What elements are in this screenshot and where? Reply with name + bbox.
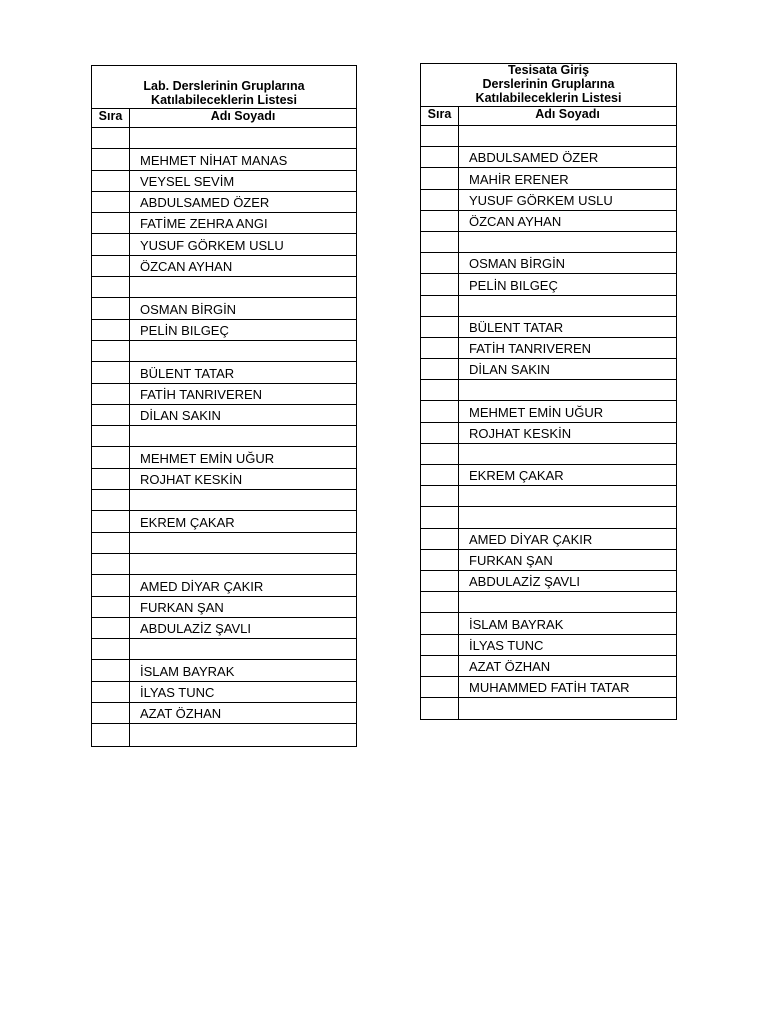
- student-name-cell: MEHMET EMİN UĞUR: [140, 450, 275, 466]
- student-name-cell: [459, 296, 676, 316]
- student-name-cell: MEHMET EMİN UĞUR: [469, 404, 604, 420]
- row-number-cell: [92, 639, 130, 659]
- row-number-cell: [92, 447, 130, 467]
- row-number-cell: [92, 703, 130, 723]
- row-number-cell: [92, 554, 130, 574]
- student-name-cell: PELİN BILGEÇ: [140, 322, 229, 338]
- table-body: [421, 126, 676, 719]
- student-name-cell: [459, 486, 676, 506]
- column-header-name: Adı Soyadı: [535, 107, 600, 121]
- table-row: [92, 298, 356, 319]
- student-name-cell: [459, 698, 676, 719]
- table-row: [421, 486, 676, 507]
- table-row: [92, 426, 356, 447]
- student-name-cell: DİLAN SAKIN: [140, 408, 221, 424]
- table-row: [92, 362, 356, 383]
- student-name-cell: BÜLENT TATAR: [140, 365, 235, 381]
- row-number-cell: [92, 575, 130, 595]
- table-row: [421, 529, 676, 550]
- student-name-cell: VEYSEL SEVİM: [140, 173, 235, 189]
- row-number-cell: [92, 192, 130, 212]
- row-number-cell: [92, 469, 130, 489]
- student-name-cell: OSMAN BİRGİN: [469, 256, 566, 272]
- student-name-cell: PELİN BILGEÇ: [469, 277, 558, 293]
- table-row: [421, 211, 676, 232]
- table-row: [421, 444, 676, 465]
- student-name-cell: [459, 444, 676, 464]
- student-name-cell: MEHMET NİHAT MANAS: [140, 152, 288, 168]
- table-row: [421, 380, 676, 401]
- table-row: [421, 274, 676, 295]
- table-row: [92, 511, 356, 532]
- table-row: [421, 232, 676, 253]
- student-name-cell: [459, 507, 676, 527]
- table-row: [92, 469, 356, 490]
- table-row: [421, 190, 676, 211]
- row-number-cell: [92, 384, 130, 404]
- table-row: [92, 213, 356, 234]
- table-row: [421, 338, 676, 359]
- row-number-cell: [92, 660, 130, 680]
- table-header: [92, 109, 356, 128]
- row-number-cell: [421, 126, 459, 146]
- table-row: [421, 507, 676, 528]
- row-number-cell: [92, 171, 130, 191]
- column-header-no: Sıra: [92, 109, 130, 127]
- row-number-cell: [421, 571, 459, 591]
- table-row: [92, 554, 356, 575]
- student-name-cell: BÜLENT TATAR: [469, 319, 564, 335]
- row-number-cell: [92, 320, 130, 340]
- table-row: [92, 703, 356, 724]
- student-name-cell: ÖZCAN AYHAN: [140, 259, 233, 275]
- student-name-cell: İSLAM BAYRAK: [140, 663, 235, 679]
- title-line: Lab. Derslerinin Gruplarına: [143, 79, 305, 93]
- table-row: [421, 317, 676, 338]
- row-number-cell: [92, 213, 130, 233]
- student-name-cell: İSLAM BAYRAK: [469, 616, 564, 632]
- student-name-cell: AZAT ÖZHAN: [140, 706, 222, 722]
- row-number-cell: [421, 168, 459, 188]
- row-number-cell: [421, 296, 459, 316]
- row-number-cell: [421, 232, 459, 252]
- table-row: [92, 171, 356, 192]
- title-line: Tesisata Giriş: [507, 63, 590, 77]
- student-name-cell: FATİH TANRIVEREN: [469, 341, 592, 357]
- student-name-cell: [130, 277, 356, 297]
- row-number-cell: [92, 149, 130, 169]
- student-name-cell: MUHAMMED FATİH TATAR: [469, 680, 630, 696]
- table-title: [92, 66, 356, 109]
- table-row: [92, 128, 356, 149]
- title-line: Katılabileceklerin Listesi: [151, 93, 297, 107]
- student-name-cell: [130, 128, 356, 148]
- student-name-cell: ABDULSAMED ÖZER: [140, 195, 270, 211]
- table-row: [421, 126, 676, 147]
- table-row: [92, 234, 356, 255]
- row-number-cell: [421, 529, 459, 549]
- table-row: [421, 613, 676, 634]
- table-row: [421, 253, 676, 274]
- row-number-cell: [421, 380, 459, 400]
- row-number-cell: [421, 338, 459, 358]
- table-row: [92, 724, 356, 745]
- row-number-cell: [421, 677, 459, 697]
- student-name-cell: AMED DİYAR ÇAKIR: [140, 578, 264, 594]
- student-name-cell: [459, 232, 676, 252]
- student-name-cell: [459, 380, 676, 400]
- table-row: [421, 359, 676, 380]
- table-row: [92, 447, 356, 468]
- student-name-cell: EKREM ÇAKAR: [469, 468, 564, 484]
- student-name-cell: ÖZCAN AYHAN: [469, 213, 562, 229]
- row-number-cell: [421, 317, 459, 337]
- table-row: [92, 341, 356, 362]
- table-row: [92, 192, 356, 213]
- row-number-cell: [421, 635, 459, 655]
- student-name-cell: FATİME ZEHRA ANGI: [140, 216, 268, 232]
- table-row: [92, 639, 356, 660]
- row-number-cell: [421, 698, 459, 719]
- table-row: [92, 256, 356, 277]
- student-name-cell: AZAT ÖZHAN: [469, 658, 551, 674]
- table-row: [421, 401, 676, 422]
- title-line: Derslerinin Gruplarına: [482, 77, 615, 91]
- table-row: [421, 168, 676, 189]
- student-name-cell: EKREM ÇAKAR: [140, 514, 235, 530]
- student-name-cell: YUSUF GÖRKEM USLU: [469, 192, 613, 208]
- table-row: [421, 677, 676, 698]
- row-number-cell: [92, 597, 130, 617]
- student-name-cell: [130, 639, 356, 659]
- installation-groups-table: [420, 63, 677, 720]
- student-name-cell: OSMAN BİRGİN: [140, 301, 237, 317]
- table-row: [92, 533, 356, 554]
- table-body: [92, 128, 356, 746]
- student-name-cell: MAHİR ERENER: [469, 171, 569, 187]
- table-row: [92, 277, 356, 298]
- row-number-cell: [421, 359, 459, 379]
- student-name-cell: İLYAS TUNC: [469, 637, 544, 653]
- table-header: [421, 107, 676, 126]
- row-number-cell: [421, 656, 459, 676]
- column-header-no: Sıra: [421, 107, 459, 125]
- row-number-cell: [421, 253, 459, 273]
- student-name-cell: DİLAN SAKIN: [469, 362, 550, 378]
- row-number-cell: [421, 507, 459, 527]
- row-number-cell: [421, 550, 459, 570]
- row-number-cell: [92, 533, 130, 553]
- table-row: [92, 597, 356, 618]
- row-number-cell: [421, 592, 459, 612]
- student-name-cell: ABDULSAMED ÖZER: [469, 150, 599, 166]
- table-row: [421, 147, 676, 168]
- student-name-cell: ROJHAT KESKİN: [140, 472, 243, 488]
- table-row: [92, 405, 356, 426]
- student-name-cell: [130, 724, 356, 745]
- row-number-cell: [421, 211, 459, 231]
- row-number-cell: [421, 401, 459, 421]
- student-name-cell: ROJHAT KESKİN: [469, 425, 572, 441]
- row-number-cell: [421, 147, 459, 167]
- table-row: [421, 698, 676, 719]
- row-number-cell: [92, 405, 130, 425]
- student-name-cell: AMED DİYAR ÇAKIR: [469, 531, 593, 547]
- row-number-cell: [92, 234, 130, 254]
- student-name-cell: İLYAS TUNC: [140, 685, 215, 701]
- row-number-cell: [92, 618, 130, 638]
- student-name-cell: [459, 592, 676, 612]
- row-number-cell: [421, 274, 459, 294]
- column-header-name: Adı Soyadı: [210, 109, 276, 123]
- row-number-cell: [421, 444, 459, 464]
- row-number-cell: [92, 511, 130, 531]
- table-row: [92, 575, 356, 596]
- student-name-cell: [130, 490, 356, 510]
- table-row: [421, 592, 676, 613]
- student-name-cell: [130, 533, 356, 553]
- table-row: [92, 682, 356, 703]
- student-name-cell: ABDULAZİZ ŞAVLI: [140, 621, 252, 637]
- table-row: [421, 550, 676, 571]
- table-row: [92, 149, 356, 170]
- table-row: [421, 635, 676, 656]
- row-number-cell: [421, 486, 459, 506]
- table-row: [92, 660, 356, 681]
- row-number-cell: [92, 256, 130, 276]
- row-number-cell: [92, 341, 130, 361]
- student-name-cell: [459, 126, 676, 146]
- row-number-cell: [92, 128, 130, 148]
- table-row: [421, 465, 676, 486]
- student-name-cell: YUSUF GÖRKEM USLU: [140, 237, 284, 253]
- table-row: [421, 296, 676, 317]
- table-row: [92, 618, 356, 639]
- table-row: [92, 320, 356, 341]
- row-number-cell: [92, 682, 130, 702]
- row-number-cell: [421, 465, 459, 485]
- row-number-cell: [92, 724, 130, 745]
- row-number-cell: [92, 426, 130, 446]
- title-line: Katılabileceklerin Listesi: [475, 91, 622, 105]
- lab-groups-table: [91, 65, 357, 747]
- table-row: [92, 490, 356, 511]
- table-row: [421, 656, 676, 677]
- row-number-cell: [421, 423, 459, 443]
- row-number-cell: [421, 190, 459, 210]
- student-name-cell: FURKAN ŞAN: [469, 552, 553, 568]
- row-number-cell: [92, 277, 130, 297]
- student-name-cell: ABDULAZİZ ŞAVLI: [469, 574, 581, 590]
- student-name-cell: [130, 554, 356, 574]
- row-number-cell: [92, 490, 130, 510]
- student-name-cell: FURKAN ŞAN: [140, 599, 224, 615]
- table-title: [421, 64, 676, 107]
- table-row: [421, 571, 676, 592]
- table-row: [92, 384, 356, 405]
- row-number-cell: [92, 362, 130, 382]
- student-name-cell: [130, 341, 356, 361]
- row-number-cell: [421, 613, 459, 633]
- student-name-cell: [130, 426, 356, 446]
- student-name-cell: FATİH TANRIVEREN: [140, 386, 263, 402]
- row-number-cell: [92, 298, 130, 318]
- table-row: [421, 423, 676, 444]
